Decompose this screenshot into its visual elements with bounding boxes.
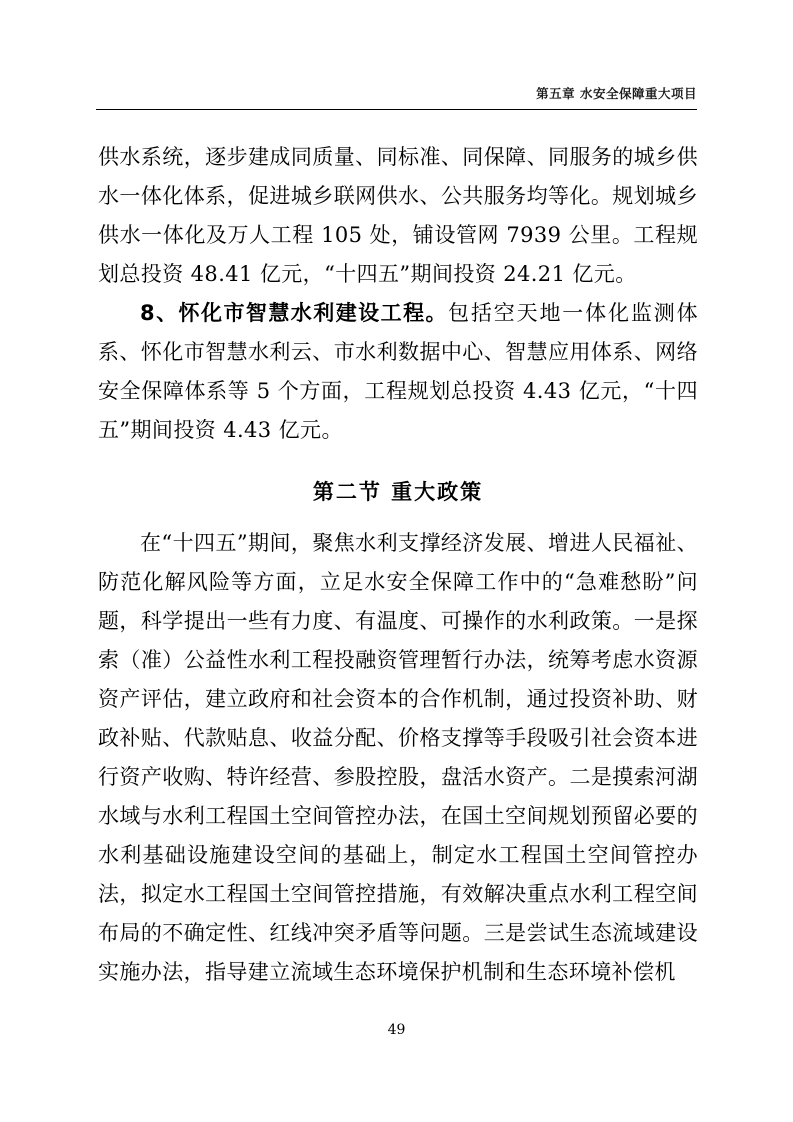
header-chapter-title: 第五章 水安全保障重大项目 — [536, 86, 697, 101]
paragraph-bold-lead: 8、怀化市智慧水利建设工程。 — [140, 301, 449, 325]
paragraph-body-rest: 包括空天地一体化监测体系、怀化市智慧水利云、市水利数据中心、智慧应用体系、网络安全保障体系等 5 个方面，工程规划总投资 4.43 亿元，“十四五”期间投资 4.43 亿元。 — [98, 301, 698, 442]
paragraph-major-policies: 在“十四五”期间，聚焦水利支撑经济发展、增进人民福祉、防范化解风险等方面，立足水安全保障工作中的“急难愁盼”问题，科学提出一些有力度、有温度、可操作的水利政策。一是探索（准）公益性水利工程投融资管理暂行办法，统筹考虑水资源资产评估，建立政府和社会资本的合作机制，通过投资补助、财政补贴、代款贴息、收益分配、价格支撑等手段吸引社会资本进行资产收购、特许经营、参股控股，盘活水资产。二是摸索河湖水域与水利工程国土空间管控办法，在国土空间规划预留必要的水利基础设施建设空间的基础上，制定水工程国土空间管控办法，拟定水工程国土空间管控措施，有效解决重点水利工程空间布局的不确定性、红线冲突矛盾等问题。三是尝试生态流域建设实施办法，指导建立流域生态环境保护机制和生态环境补偿机 — [98, 531, 698, 984]
paragraph-smart-water-project — [98, 294, 698, 450]
page-header — [96, 84, 697, 108]
page-content — [98, 138, 698, 992]
header-divider — [96, 109, 697, 110]
section-heading-major-policies: 第二节 重大政策 — [312, 480, 484, 504]
page-number: 49 — [387, 1022, 406, 1038]
paragraph-supply-system: 供水系统，逐步建成同质量、同标准、同保障、同服务的城乡供水一体化体系，促进城乡联网供水、公共服务均等化。规划城乡供水一体化及万人工程 105 处，铺设管网 7939 公里。工程规划总投资 48.41 亿元，“十四五”期间投资 24.21 亿元。 — [98, 145, 698, 286]
